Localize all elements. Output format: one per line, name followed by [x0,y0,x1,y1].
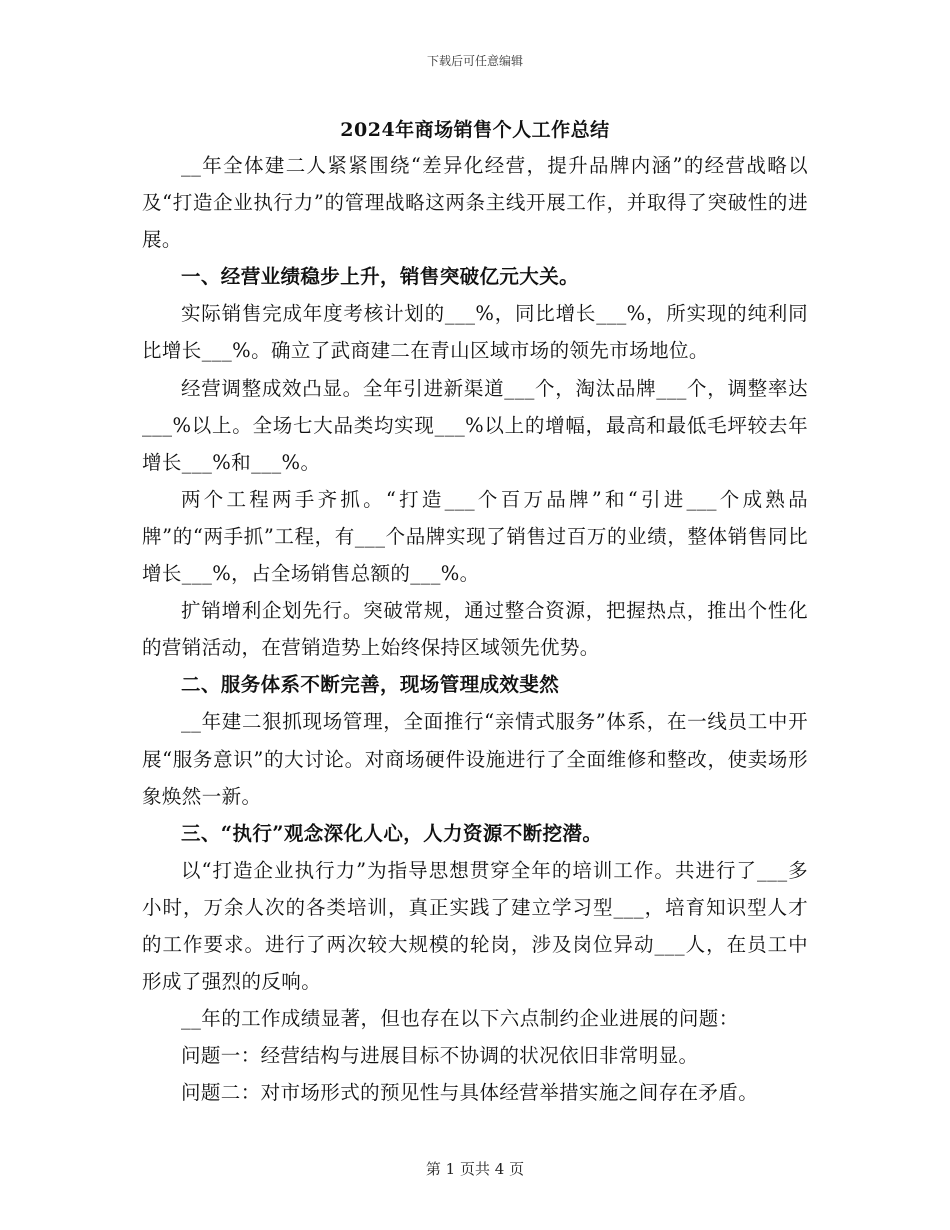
section-heading-1: 一、经营业绩稳步上升，销售突破亿元大关。 [181,265,580,289]
paragraph-service: __年建二狠抓现场管理，全面推行“亲情式服务”体系，在一线员工中开展“服务意识”的大讨论。对商场硬件设施进行了全面维修和整改，使卖场形象焕然一新。 [142,710,808,808]
paragraph-training: 以“打造企业执行力”为指导思想贯穿全年的培训工作。共进行了___多小时，万余人次的各类培训，真正实践了建立学习型___，培育知识型人才的工作要求。进行了两次较大规模的轮岗，涉及岗位异动___人，在员工中形成了强烈的反响。 [142,858,808,994]
paragraph-planning: 扩销增利企划先行。突破常规，通过整合资源，把握热点，推出个性化的营销活动，在营销造势上始终保持区域领先优势。 [142,599,808,660]
paragraph-problem-2: 问题二：对市场形式的预见性与具体经营举措实施之间存在矛盾。 [181,1081,759,1105]
paragraph-problems-intro: __年的工作成绩显著，但也存在以下六点制约企业进展的问题： [181,1007,739,1031]
download-note: 下载后可任意编辑 [426,54,523,68]
section-heading-2: 二、服务体系不断完善，现场管理成效斐然 [181,673,560,697]
paragraph-problem-1: 问题一：经营结构与进展目标不协调的状况依旧非常明显。 [181,1044,699,1068]
document-body [142,147,808,1111]
section-heading-3: 三、“执行”观念深化人心，人力资源不断挖潜。 [181,821,603,845]
paragraph-intro: __年全体建二人紧紧围绕“差异化经营，提升品牌内涵”的经营战略以及“打造企业执行力”的管理战略这两条主线开展工作，并取得了突破性的进展。 [142,154,808,252]
document-title: 2024年商场销售个人工作总结 [340,119,610,141]
paragraph-adjustment: 经营调整成效凸显。全年引进新渠道___个，淘汰品牌___个，调整率达___%以上。全场七大品类均实现___%以上的增幅，最高和最低毛坪较去年增长___%和___%。 [142,376,808,474]
paragraph-sales: 实际销售完成年度考核计划的___%，同比增长___%，所实现的纯利同比增长___%。确立了武商建二在青山区域市场的领先市场地位。 [142,302,808,363]
paragraph-two-projects: 两个工程两手齐抓。“打造___个百万品牌”和“引进___个成熟品牌”的“两手抓”工程，有___个品牌实现了销售过百万的业绩，整体销售同比增长___%，占全场销售总额的___%。 [142,487,808,586]
page-number: 第 1 页共 4 页 [425,1160,525,1178]
